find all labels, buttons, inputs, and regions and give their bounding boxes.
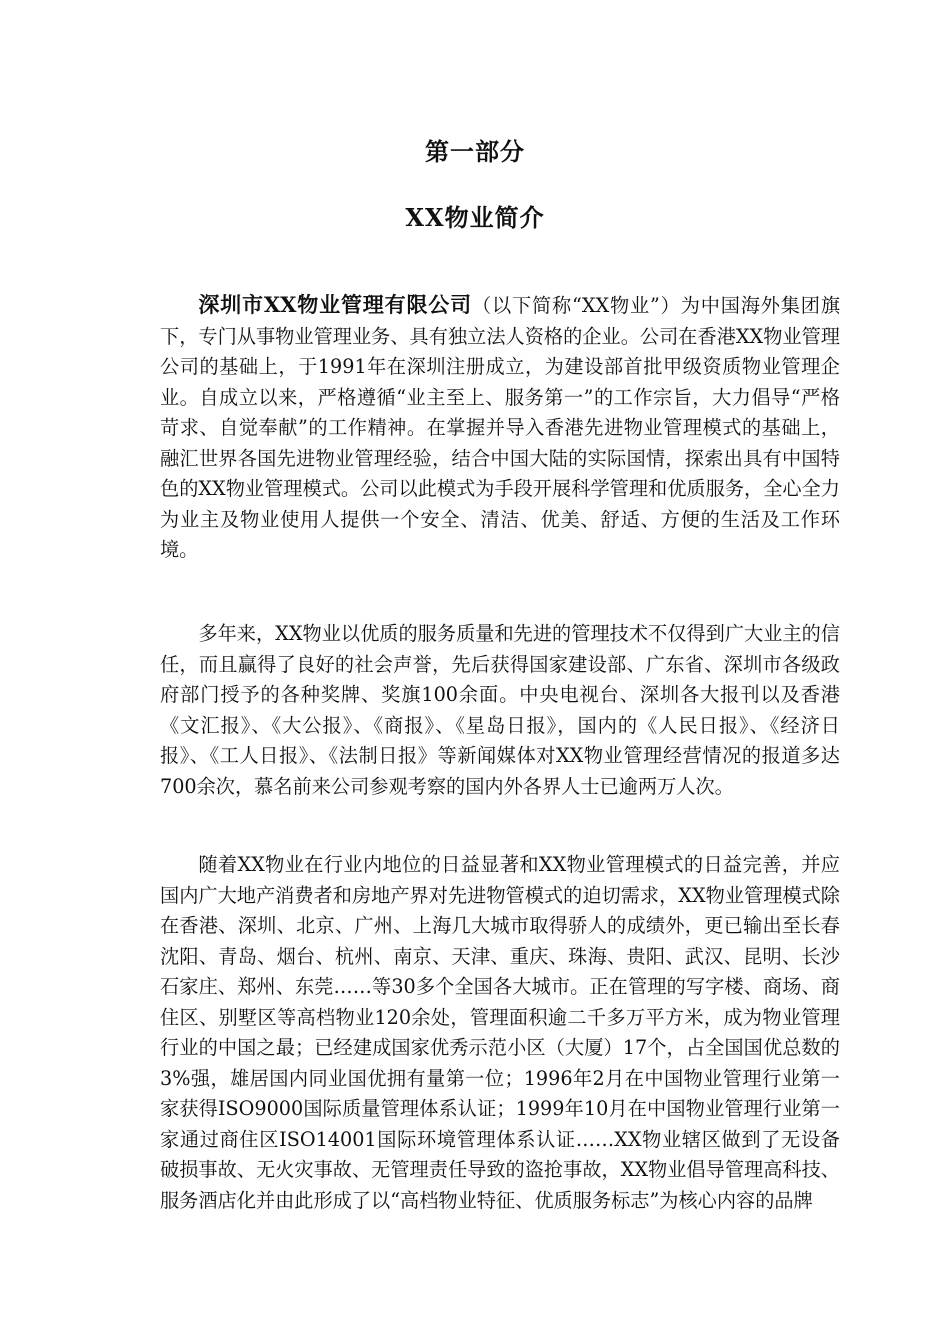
company-name: 深圳市XX物业管理有限公司 xyxy=(198,292,472,317)
paragraph-reputation: 多年来，XX物业以优质的服务质量和先进的管理技术不仅得到广大业主的信任，而且赢得了良好的社会声誉，先后获得国家建设部、广东省、深圳市各级政府部门授予的各种奖牌、奖旗100余面。中央电视台、深圳各大报刊以及香港《文汇报》、《大公报》、《商报》、《星岛日报》，国内的《人民日报》、《经济日报》、《工人日报》、《法制日报》等新闻媒体对XX物业管理经营情况的报道多达700余次，慕名前来公司参观考察的国内外各界人士已逾两万人次。 xyxy=(160,622,840,798)
paragraph-company-intro-text: （以下简称“XX物业”）为中国海外集团旗下，专门从事物业管理业务、具有独立法人资格的企业。公司在香港XX物业管理公司的基础上，于1991年在深圳注册成立，为建设部首批甲级资质物业管理企业。自成立以来，严格遵循“业主至上、服务第一”的工作宗旨，大力倡导“严格苛求、自觉奉献”的工作精神。在掌握并导入香港先进物业管理模式的基础上，融汇世界各国先进物业管理经验，结合中国大陆的实际国情，探索出具有中国特色的XX物业管理模式。公司以此模式为手段开展科学管理和优质服务，全心全力为业主及物业使用人提供一个安全、清洁、优美、舒适、方便的生活及工作环境。 xyxy=(160,294,841,561)
section-title: XX物业简介 xyxy=(405,203,545,232)
paragraph-company-intro xyxy=(160,290,840,566)
part-title: 第一部分 xyxy=(425,137,525,166)
paragraph-expansion: 随着XX物业在行业内地位的日益显著和XX物业管理模式的日益完善，并应国内广大地产消费者和房地产界对先进物管模式的迫切需求，XX物业管理模式除在香港、深圳、北京、广州、上海几大城市取得骄人的成绩外，更已输出至长春沈阳、青岛、烟台、杭州、南京、天津、重庆、珠海、贵阳、武汉、昆明、长沙石家庄、郑州、东莞……等30多个全国各大城市。正在管理的写字楼、商场、商住区、别墅区等高档物业120余处，管理面积逾二千多万平方米，成为物业管理行业的中国之最；已经建成国家优秀示范小区（大厦）17个，占全国国优总数的3%强，雄居国内同业国优拥有量第一位；1996年2月在中国物业管理行业第一家获得ISO9000国际质量管理体系认证；1999年10月在中国物业管理行业第一家通过商住区ISO14001国际环境管理体系认证……XX物业辖区做到了无设备破损事故、无火灾事故、无管理责任导致的盗抢事故，XX物业倡导管理高科技、服务酒店化并由此形成了以“高档物业特征、优质服务标志”为核心内容的品牌 xyxy=(160,853,840,1212)
